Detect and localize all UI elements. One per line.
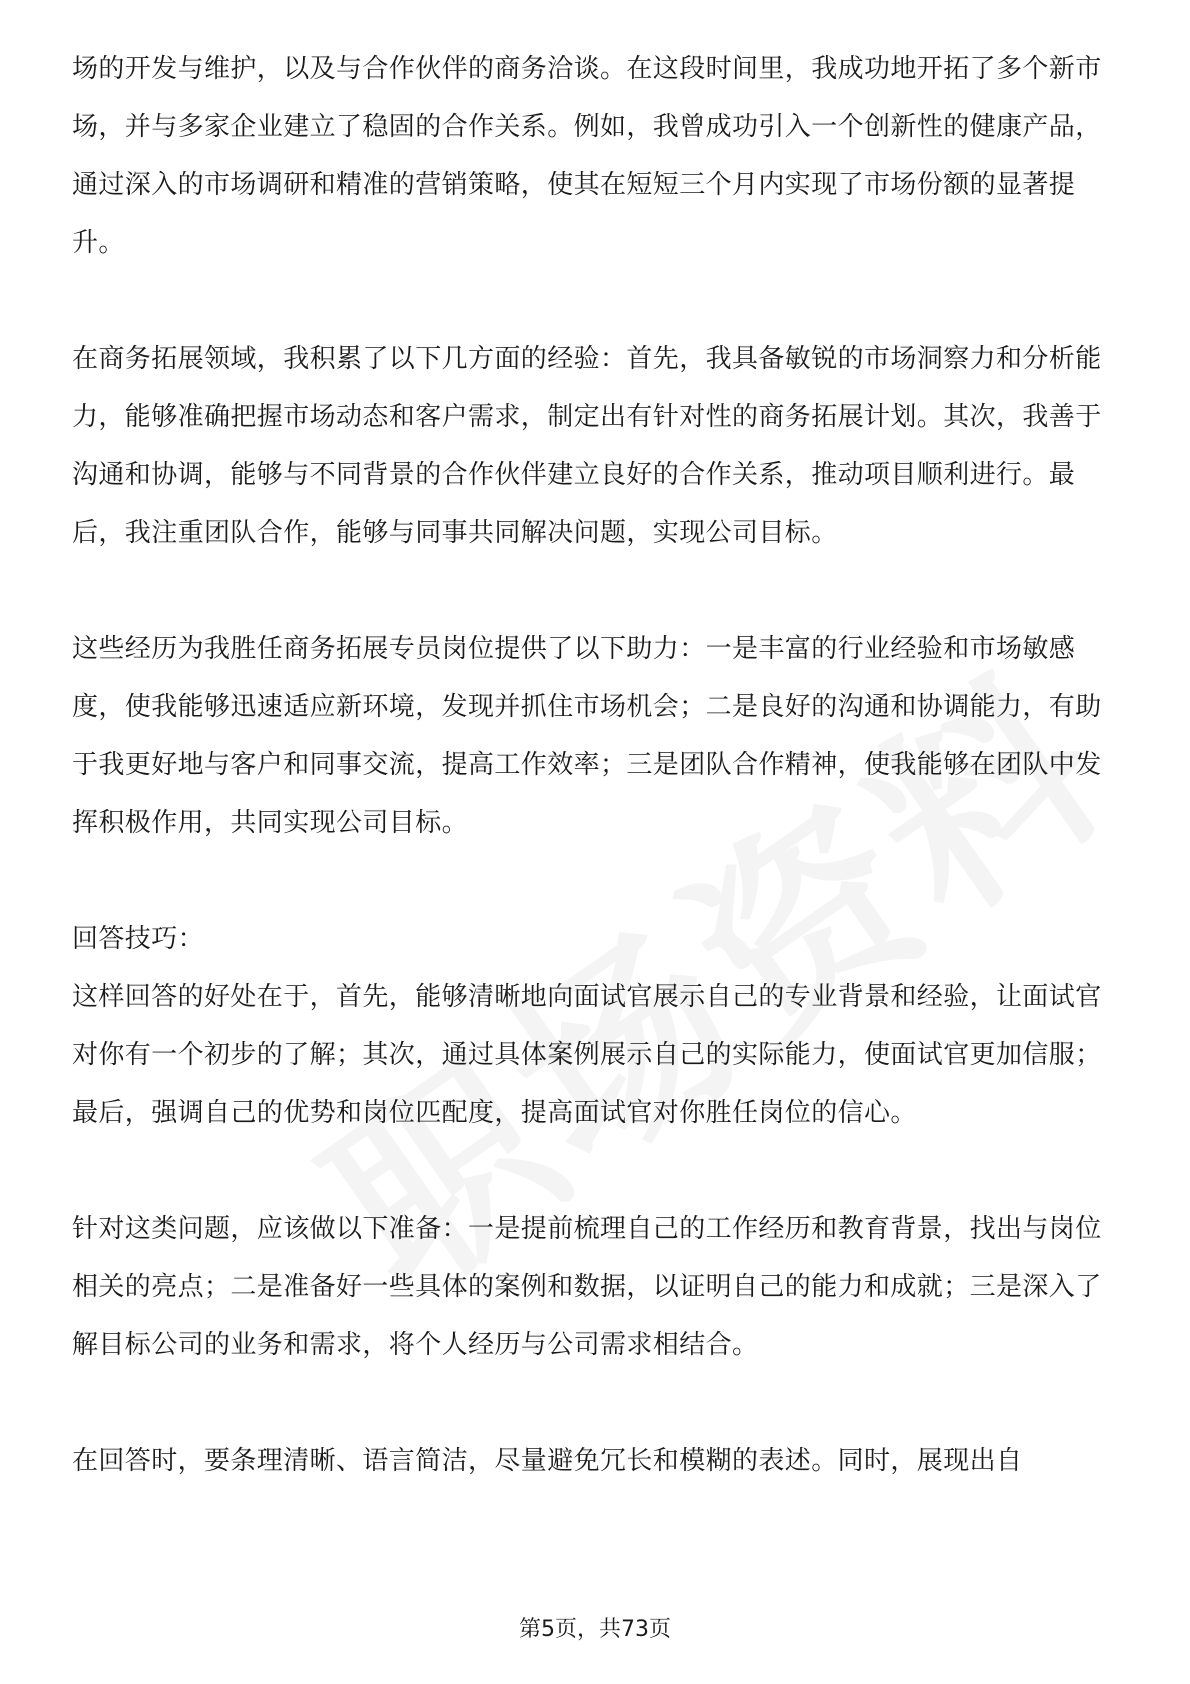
paragraph-gap (72, 1142, 1120, 1200)
document-body (72, 40, 1120, 1490)
section-heading: 回答技巧： (72, 924, 205, 954)
page-number: 第5页，共73页 (519, 1617, 671, 1642)
paragraph-gap (72, 1374, 1120, 1432)
paragraph-4: 这样回答的好处在于，首先，能够清晰地向面试官展示自己的专业背景和经验，让面试官对你有一个初步的了解；其次，通过具体案例展示自己的实际能力，使面试官更加信服；最后，强调自己的优势和岗位匹配度，提高面试官对你胜任岗位的信心。 (72, 982, 1102, 1128)
paragraph-gap (72, 852, 1120, 910)
paragraph-gap (72, 562, 1120, 620)
paragraph-1: 场的开发与维护，以及与合作伙伴的商务洽谈。在这段时间里，我成功地开拓了多个新市场，并与多家企业建立了稳固的合作关系。例如，我曾成功引入一个创新性的健康产品，通过深入的市场调研和精准的营销策略，使其在短短三个月内实现了市场份额的显著提升。 (72, 54, 1102, 258)
paragraph-2: 在商务拓展领域，我积累了以下几方面的经验：首先，我具备敏锐的市场洞察力和分析能力，能够准确把握市场动态和客户需求，制定出有针对性的商务拓展计划。其次，我善于沟通和协调，能够与不同背景的合作伙伴建立良好的合作关系，推动项目顺利进行。最后，我注重团队合作，能够与同事共同解决问题，实现公司目标。 (72, 344, 1102, 548)
paragraph-gap (72, 272, 1120, 330)
paragraph-6: 在回答时，要条理清晰、语言简洁，尽量避免冗长和模糊的表述。同时，展现出自 (72, 1446, 1023, 1476)
paragraph-5: 针对这类问题，应该做以下准备：一是提前梳理自己的工作经历和教育背景，找出与岗位相关的亮点；二是准备好一些具体的案例和数据，以证明自己的能力和成就；三是深入了解目标公司的业务和需求，将个人经历与公司需求相结合。 (72, 1214, 1102, 1360)
paragraph-3: 这些经历为我胜任商务拓展专员岗位提供了以下助力：一是丰富的行业经验和市场敏感度，使我能够迅速适应新环境，发现并抓住市场机会；二是良好的沟通和协调能力，有助于我更好地与客户和同事交流，提高工作效率；三是团队合作精神，使我能够在团队中发挥积极作用，共同实现公司目标。 (72, 634, 1102, 838)
